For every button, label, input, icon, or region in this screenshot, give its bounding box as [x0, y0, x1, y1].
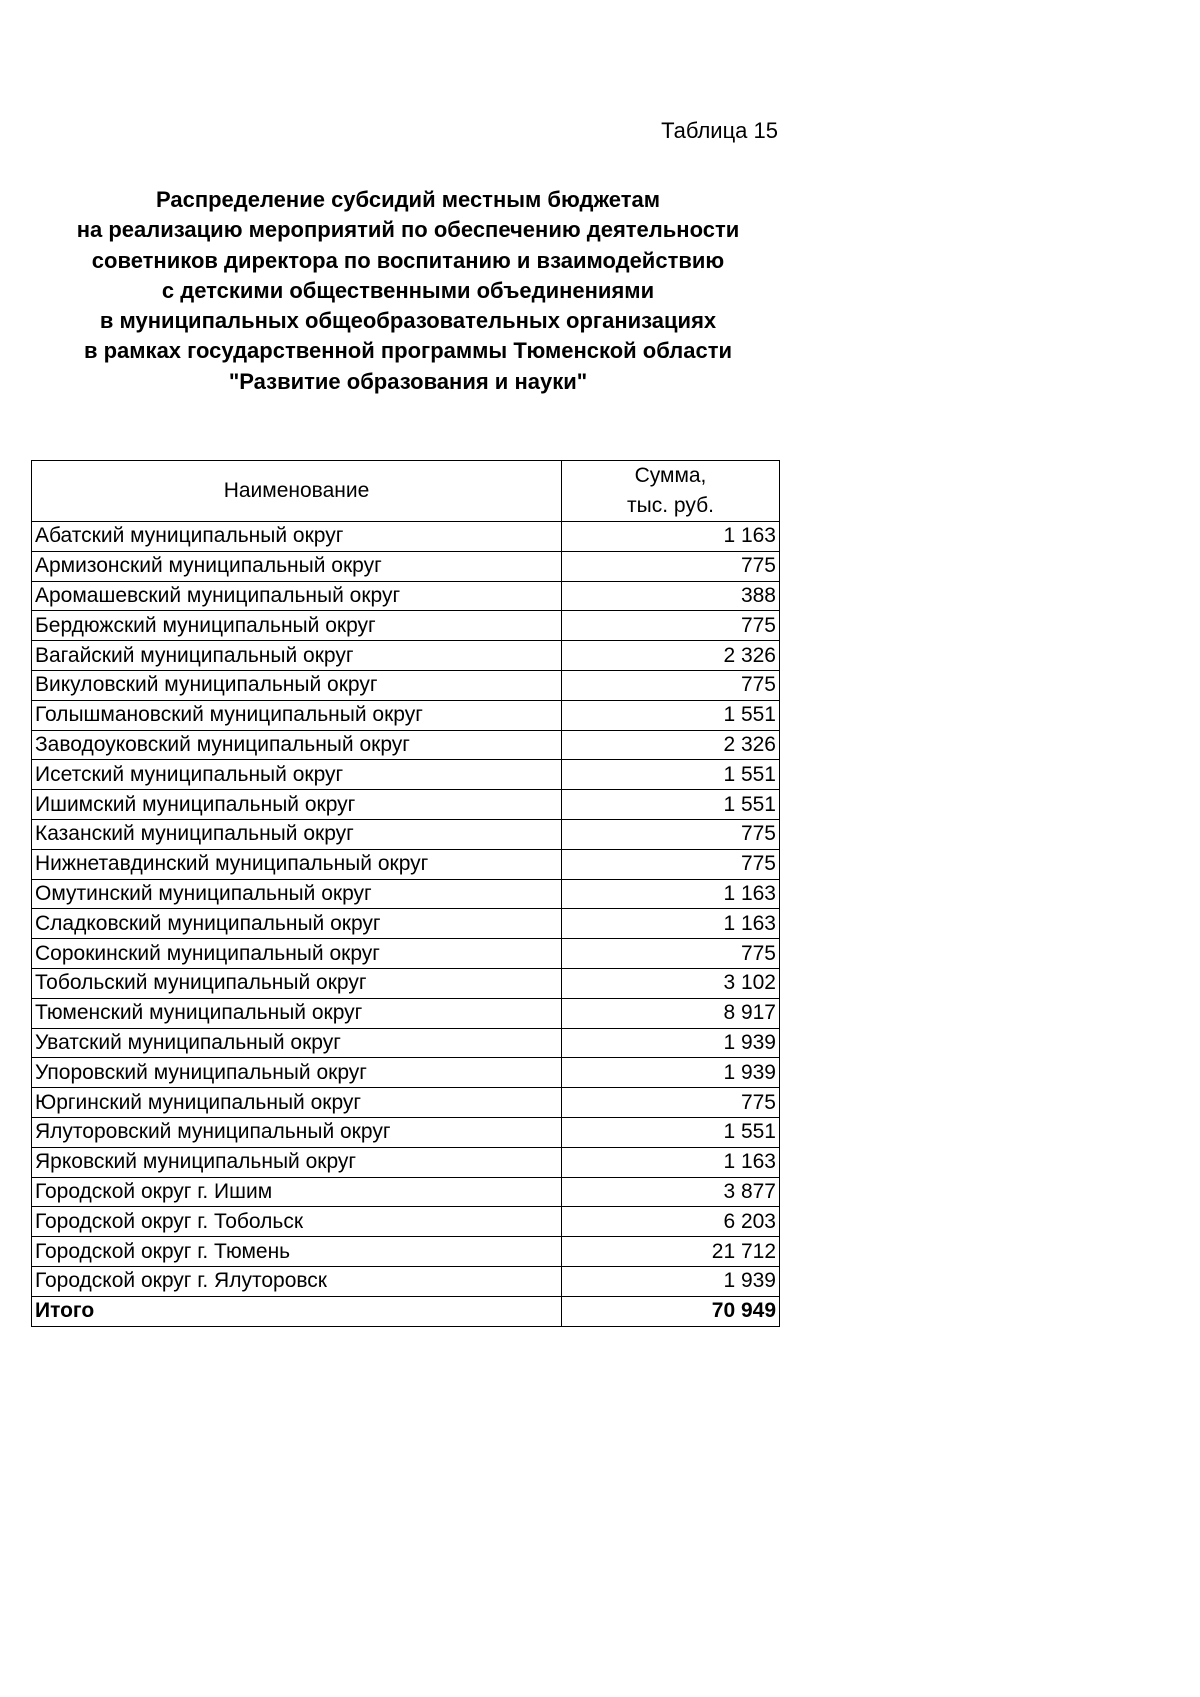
table-row — [32, 849, 780, 879]
table-row — [32, 670, 780, 700]
table-row — [32, 998, 780, 1028]
row-sum: 775 — [562, 939, 780, 969]
row-sum: 2 326 — [562, 730, 780, 760]
table-row — [32, 581, 780, 611]
table-row — [32, 790, 780, 820]
table-header-row — [32, 461, 780, 522]
row-sum: 775 — [562, 670, 780, 700]
table-row — [32, 819, 780, 849]
header-name: Наименование — [32, 461, 562, 522]
row-name: Городской округ г. Ишим — [32, 1177, 562, 1207]
row-name: Вагайский муниципальный округ — [32, 641, 562, 671]
title-line: в рамках государственной программы Тюменской области — [83, 338, 733, 364]
title-line: "Развитие образования и науки" — [228, 368, 588, 394]
header-sum-line1: Сумма, — [634, 464, 707, 487]
row-name: Ярковский муниципальный округ — [32, 1147, 562, 1177]
table-row — [32, 1058, 780, 1088]
row-sum: 775 — [562, 611, 780, 641]
row-name: Заводоуковский муниципальный округ — [32, 730, 562, 760]
row-name: Городской округ г. Тобольск — [32, 1207, 562, 1237]
table-row — [32, 909, 780, 939]
title-line: Распределение субсидий местным бюджетам — [155, 187, 661, 212]
row-sum: 775 — [562, 1088, 780, 1118]
row-sum: 3 877 — [562, 1177, 780, 1207]
row-name: Городской округ г. Ялуторовск — [32, 1266, 562, 1296]
header-sum-line2: тыс. руб. — [627, 494, 714, 517]
table-row — [32, 939, 780, 969]
row-sum: 1 939 — [562, 1058, 780, 1088]
table-row — [32, 1147, 780, 1177]
table-row — [32, 641, 780, 671]
row-sum: 775 — [562, 819, 780, 849]
row-sum: 1 163 — [562, 522, 780, 552]
row-sum: 1 939 — [562, 1028, 780, 1058]
table-row — [32, 611, 780, 641]
table-row — [32, 1207, 780, 1237]
table-row — [32, 1237, 780, 1267]
table-row — [32, 1117, 780, 1147]
row-name: Тюменский муниципальный округ — [32, 998, 562, 1028]
table-row — [32, 879, 780, 909]
table-row — [32, 760, 780, 790]
row-name: Казанский муниципальный округ — [32, 819, 562, 849]
table-row — [32, 730, 780, 760]
row-sum: 1 163 — [562, 909, 780, 939]
row-sum: 775 — [562, 849, 780, 879]
row-name: Упоровский муниципальный округ — [32, 1058, 562, 1088]
row-sum: 1 939 — [562, 1266, 780, 1296]
row-sum: 6 203 — [562, 1207, 780, 1237]
row-sum: 2 326 — [562, 641, 780, 671]
row-sum: 388 — [562, 581, 780, 611]
row-sum: 1 163 — [562, 879, 780, 909]
table-row — [32, 1088, 780, 1118]
row-name: Исетский муниципальный округ — [32, 760, 562, 790]
row-name: Нижнетавдинский муниципальный округ — [32, 849, 562, 879]
row-name: Армизонский муниципальный округ — [32, 551, 562, 581]
row-sum: 1 551 — [562, 790, 780, 820]
row-name: Уватский муниципальный округ — [32, 1028, 562, 1058]
row-name: Бердюжский муниципальный округ — [32, 611, 562, 641]
row-sum: 775 — [562, 551, 780, 581]
table-row — [32, 1177, 780, 1207]
row-name: Викуловский муниципальный округ — [32, 670, 562, 700]
row-sum: 8 917 — [562, 998, 780, 1028]
row-name: Юргинский муниципальный округ — [32, 1088, 562, 1118]
total-row — [32, 1296, 780, 1326]
row-name: Абатский муниципальный округ — [32, 522, 562, 552]
table-row — [32, 522, 780, 552]
row-sum: 3 102 — [562, 968, 780, 998]
header-sum — [562, 461, 780, 522]
row-sum: 1 551 — [562, 1117, 780, 1147]
total-label: Итого — [32, 1296, 562, 1326]
title-line: советников директора по воспитанию и взаимодействию — [91, 247, 725, 273]
row-name: Тобольский муниципальный округ — [32, 968, 562, 998]
row-name: Голышмановский муниципальный округ — [32, 700, 562, 730]
table-body — [32, 522, 780, 1327]
row-sum: 1 163 — [562, 1147, 780, 1177]
row-sum: 21 712 — [562, 1237, 780, 1267]
row-name: Ишимский муниципальный округ — [32, 790, 562, 820]
row-name: Городской округ г. Тюмень — [32, 1237, 562, 1267]
subsidy-table — [31, 460, 780, 1327]
table-row — [32, 700, 780, 730]
table-row — [32, 1028, 780, 1058]
table-row — [32, 1266, 780, 1296]
document-title — [24, 185, 792, 397]
title-line: в муниципальных общеобразовательных организациях — [99, 308, 717, 334]
title-line: с детскими общественными объединениями — [161, 277, 655, 303]
row-sum: 1 551 — [562, 700, 780, 730]
row-name: Ялуторовский муниципальный округ — [32, 1117, 562, 1147]
total-sum: 70 949 — [562, 1296, 780, 1326]
table-row — [32, 551, 780, 581]
table-number: Таблица 15 — [661, 118, 778, 143]
row-name: Сладковский муниципальный округ — [32, 909, 562, 939]
row-name: Омутинский муниципальный округ — [32, 879, 562, 909]
table-row — [32, 968, 780, 998]
title-line: на реализацию мероприятий по обеспечению деятельности — [76, 217, 740, 243]
row-name: Сорокинский муниципальный округ — [32, 939, 562, 969]
row-sum: 1 551 — [562, 760, 780, 790]
row-name: Аромашевский муниципальный округ — [32, 581, 562, 611]
